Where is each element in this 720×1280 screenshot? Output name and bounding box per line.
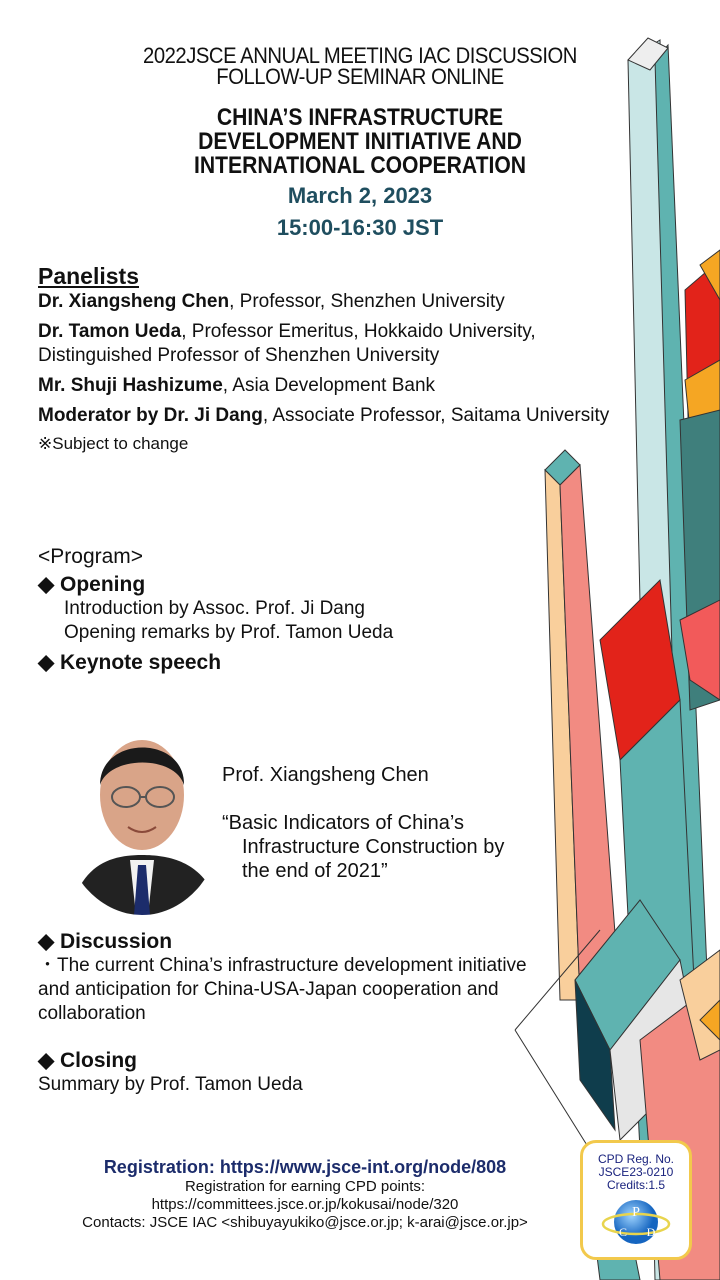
registration-link[interactable]: Registration: https://www.jsce-int.org/node/808 — [103, 1157, 507, 1177]
cpd-reg-number: JSCE23-0210 — [598, 1165, 674, 1179]
contacts-text: Contacts: JSCE IAC <shibuyayukiko@jsce.or.jp; k-arai@jsce.or.jp> — [82, 1214, 528, 1231]
panelist-item — [38, 374, 648, 398]
cpd-registration-label: Registration for earning CPD points: — [184, 1178, 426, 1195]
cpd-badge — [580, 1140, 692, 1260]
cpd-registration-link[interactable]: https://committees.jsce.or.jp/kokusai/node/320 — [151, 1196, 459, 1213]
title-line: INTERNATIONAL COOPERATION — [193, 152, 527, 179]
svg-text:P: P — [632, 1205, 640, 1220]
seminar-title — [78, 106, 641, 178]
opening-line: Opening remarks by Prof. Tamon Ueda — [64, 622, 394, 643]
panelist-name: Mr. Shuji Hashizume — [38, 375, 223, 396]
panelist-name: Dr. Xiangsheng Chen — [38, 291, 230, 312]
keynote-talk-title-line: Infrastructure Construction by — [242, 836, 505, 858]
diamond-bullet-icon: ◆ — [38, 573, 55, 596]
panelists-section — [38, 264, 648, 456]
panelists-heading: Panelists — [38, 263, 139, 289]
title-line: DEVELOPMENT INITIATIVE AND — [198, 128, 522, 155]
diamond-bullet-icon: ◆ — [38, 930, 55, 953]
panelist-item — [38, 320, 648, 368]
speaker-photo — [60, 715, 225, 915]
discussion-section — [38, 930, 548, 1026]
panelist-role: , Associate Professor, Saitama University — [262, 405, 610, 426]
panelist-item — [38, 290, 648, 314]
panelist-name: Dr. Tamon Ueda — [38, 321, 182, 342]
opening-line: Introduction by Assoc. Prof. Ji Dang — [64, 598, 365, 619]
panelist-role: , Professor Emeritus, Hokkaido University, Distinguished Professor of Shenzhen University — [38, 321, 536, 366]
opening-title: Opening — [60, 573, 146, 596]
closing-text: Summary by Prof. Tamon Ueda — [38, 1074, 303, 1095]
program-section — [38, 545, 558, 675]
panelist-name: Moderator by Dr. Ji Dang — [38, 405, 263, 426]
cpd-reg-label: CPD Reg. No. — [597, 1152, 675, 1166]
closing-section — [38, 1049, 548, 1097]
keynote-talk-title-line: “Basic Indicators of China’s — [222, 812, 464, 834]
discussion-title: Discussion — [60, 930, 173, 953]
subtitle-line: 2022JSCE ANNUAL MEETING IAC DISCUSSION — [143, 43, 577, 68]
event-time: 15:00-16:30 JST — [276, 215, 444, 240]
keynote-talk-title-line: the end of 2021” — [242, 860, 388, 882]
panelist-item — [38, 404, 628, 428]
cpd-globe-logo-icon — [601, 1196, 671, 1248]
seminar-subtitle — [66, 45, 655, 87]
svg-text:C: C — [618, 1225, 628, 1239]
cpd-credits: Credits:1.5 — [606, 1178, 666, 1192]
footer — [20, 1157, 590, 1232]
svg-text:D: D — [646, 1225, 656, 1239]
program-heading: <Program> — [38, 545, 144, 568]
diamond-bullet-icon: ◆ — [38, 1049, 55, 1072]
panelist-role: , Professor, Shenzhen University — [229, 291, 505, 312]
keynote-details — [222, 763, 504, 883]
subtitle-line: FOLLOW-UP SEMINAR ONLINE — [216, 64, 504, 89]
event-date: March 2, 2023 — [287, 183, 433, 208]
keynote-title: Keynote speech — [60, 651, 222, 674]
subject-to-change-note: ※Subject to change — [38, 434, 189, 453]
diamond-bullet-icon: ◆ — [38, 651, 55, 674]
discussion-text: ・The current China’s infrastructure development initiative and anticipation for China-USA-Japan cooperation and collaboration — [38, 955, 527, 1024]
panelist-role: , Asia Development Bank — [222, 375, 436, 396]
event-datetime — [40, 180, 680, 244]
keynote-speaker: Prof. Xiangsheng Chen — [222, 764, 429, 786]
title-line: CHINA’S INFRASTRUCTURE — [216, 104, 504, 131]
closing-title: Closing — [60, 1049, 137, 1072]
